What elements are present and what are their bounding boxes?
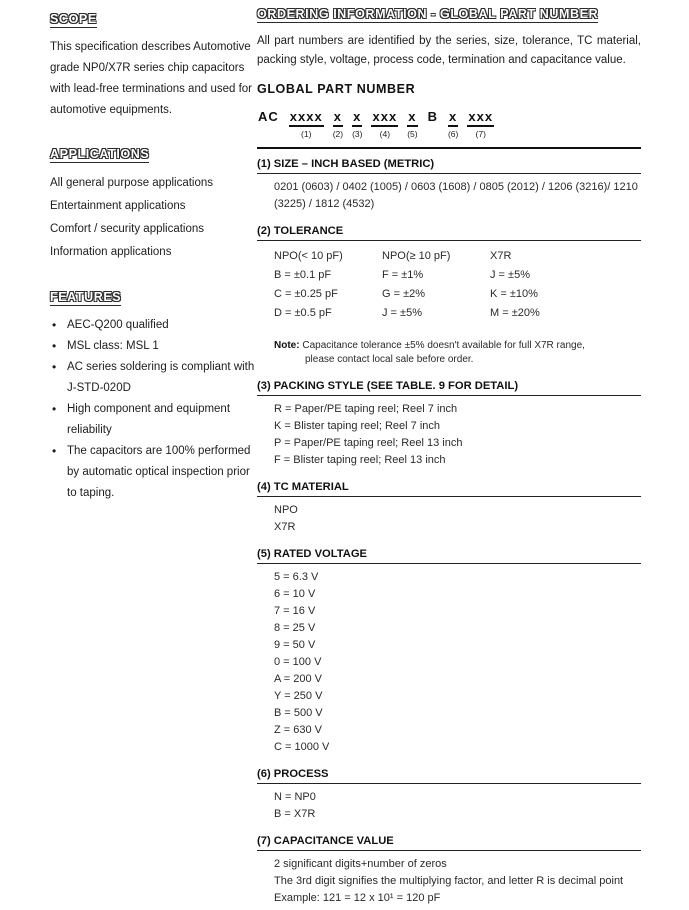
list-item: • High component and equipment reliability — [50, 399, 256, 441]
list-item: • AEC-Q200 qualified — [50, 315, 256, 336]
section-line: 0201 (0603) / 0402 (1005) / 0603 (1608) / 0805 (2012) / 1206 (3216)/ 1210 (3225) / 1812 (4532) — [274, 181, 638, 210]
pn-text: xxx — [467, 110, 494, 127]
divider — [257, 147, 641, 149]
pn-text: B — [427, 109, 438, 124]
pn-label: (5) — [407, 129, 418, 139]
pn-text: x — [448, 110, 458, 127]
section-line: P = Paper/PE taping reel; Reel 13 inch — [274, 437, 463, 449]
pn-group-process — [448, 110, 458, 139]
ordering-info-heading: ORDERING INFORMATION - GLOBAL PART NUMBER — [257, 7, 599, 21]
pn-group-voltage — [407, 110, 417, 139]
section-line: X7R — [274, 521, 296, 533]
tolerance-note — [257, 325, 641, 371]
global-part-number-heading: GLOBAL PART NUMBER — [257, 82, 416, 96]
section-rated-voltage — [257, 548, 641, 759]
part-number-format — [257, 110, 641, 139]
pn-text: xxxx — [289, 110, 324, 127]
section-line: NPO — [274, 504, 298, 516]
table-cell: J = ±5% — [490, 269, 530, 281]
note-label: Note: — [274, 340, 300, 351]
section-line: 6 = 10 V — [274, 588, 316, 600]
pn-text: x — [407, 110, 417, 127]
pn-group-tc-material — [371, 110, 398, 139]
applications-heading: APPLICATIONS — [50, 147, 150, 161]
column-header: NPO(< 10 pF) — [274, 250, 343, 262]
table-cell: D = ±0.5 pF — [274, 307, 332, 319]
pn-label: (4) — [379, 129, 391, 139]
pn-group-size — [289, 110, 324, 139]
section-line: 8 = 25 V — [274, 622, 316, 634]
pn-label: (3) — [352, 129, 363, 139]
pn-group-packing — [352, 110, 362, 139]
table-cell: M = ±20% — [490, 307, 540, 319]
right-column — [257, 5, 641, 910]
table-cell: C = ±0.25 pF — [274, 288, 338, 300]
table-cell: B = ±0.1 pF — [274, 269, 332, 281]
section-line: 0 = 100 V — [274, 656, 322, 668]
section-line: B = 500 V — [274, 707, 323, 719]
applications-section — [50, 145, 256, 264]
scope-paragraph: This specification describes Automotive grade NP0/X7R series chip capacitors with lead-free terminations and used for automotive equipments. — [50, 41, 252, 116]
pn-fixed-b — [427, 110, 439, 125]
section-line: 5 = 6.3 V — [274, 571, 319, 583]
ordering-intro-paragraph: All part numbers are identified by the series, size, tolerance, TC material, packing style, voltage, process code, termination and capacitance value. — [257, 35, 641, 66]
section-line: Y = 250 V — [274, 690, 323, 702]
section-title: (5) RATED VOLTAGE — [257, 548, 641, 564]
section-line: 2 significant digits+number of zeros — [274, 858, 447, 870]
section-title: (3) PACKING STYLE (SEE TABLE. 9 FOR DETAIL) — [257, 380, 641, 396]
pn-label: (2) — [332, 129, 344, 139]
note-line — [274, 339, 641, 353]
list-item: All general purpose applications — [50, 177, 214, 189]
section-title: (1) SIZE – INCH BASED (METRIC) — [257, 158, 641, 174]
left-column — [50, 10, 256, 504]
section-line: K = Blister taping reel; Reel 7 inch — [274, 420, 441, 432]
features-section — [50, 288, 256, 504]
features-heading: FEATURES — [50, 290, 122, 304]
pn-text: xxx — [371, 110, 398, 127]
pn-group-capacitance — [467, 110, 494, 139]
section-title: (4) TC MATERIAL — [257, 481, 641, 497]
section-title: (6) PROCESS — [257, 768, 641, 784]
note-text: Capacitance tolerance ±5% doesn't available for full X7R range, — [302, 340, 585, 351]
list-item: Entertainment applications — [50, 200, 186, 212]
pn-text: x — [333, 110, 343, 127]
pn-text: AC — [258, 109, 279, 124]
section-size — [257, 158, 641, 216]
features-list — [50, 315, 256, 504]
section-line: N = NP0 — [274, 791, 316, 803]
applications-list — [50, 172, 256, 264]
section-line: C = 1000 V — [274, 741, 330, 753]
scope-heading: SCOPE — [50, 12, 97, 26]
list-item: • The capacitors are 100% performed by automatic optical inspection prior to taping. — [50, 441, 256, 504]
scope-section — [50, 10, 256, 121]
section-line: 9 = 50 V — [274, 639, 316, 651]
section-line: F = Blister taping reel; Reel 13 inch — [274, 454, 446, 466]
section-line: Z = 630 V — [274, 724, 323, 736]
tolerance-table — [257, 241, 641, 325]
section-line: R = Paper/PE taping reel; Reel 7 inch — [274, 403, 458, 415]
list-item: • MSL class: MSL 1 — [50, 336, 256, 357]
section-line: A = 200 V — [274, 673, 323, 685]
pn-text: x — [352, 110, 362, 127]
table-cell: G = ±2% — [382, 288, 426, 300]
pn-label: (1) — [301, 129, 312, 139]
tolerance-column — [274, 247, 382, 323]
list-item: Comfort / security applications — [50, 223, 205, 235]
section-process — [257, 768, 641, 826]
tolerance-column — [490, 247, 598, 323]
list-item: • AC series soldering is compliant with J-STD-020D — [50, 357, 256, 399]
section-packing-style — [257, 380, 641, 472]
pn-prefix — [257, 110, 280, 125]
table-cell: F = ±1% — [382, 269, 424, 281]
pn-group-tolerance — [333, 110, 343, 139]
section-line: 7 = 16 V — [274, 605, 316, 617]
section-capacitance-value — [257, 835, 641, 910]
column-header: NPO(≥ 10 pF) — [382, 250, 451, 262]
section-line: The 3rd digit signifies the multiplying factor, and letter R is decimal point — [274, 875, 624, 887]
pn-label: (6) — [447, 129, 459, 139]
section-title: (7) CAPACITANCE VALUE — [257, 835, 641, 851]
table-cell: J = ±5% — [382, 307, 422, 319]
tolerance-column — [382, 247, 490, 323]
section-tolerance — [257, 225, 641, 371]
section-title: (2) TOLERANCE — [257, 225, 641, 241]
note-line: please contact local sale before order. — [305, 354, 474, 365]
pn-label: (7) — [475, 129, 486, 139]
list-item: Information applications — [50, 246, 172, 258]
section-line: Example: 121 = 12 x 10¹ = 120 pF — [274, 892, 441, 904]
section-tc-material — [257, 481, 641, 539]
column-header: X7R — [490, 250, 512, 262]
table-cell: K = ±10% — [490, 288, 538, 300]
section-line: B = X7R — [274, 808, 316, 820]
